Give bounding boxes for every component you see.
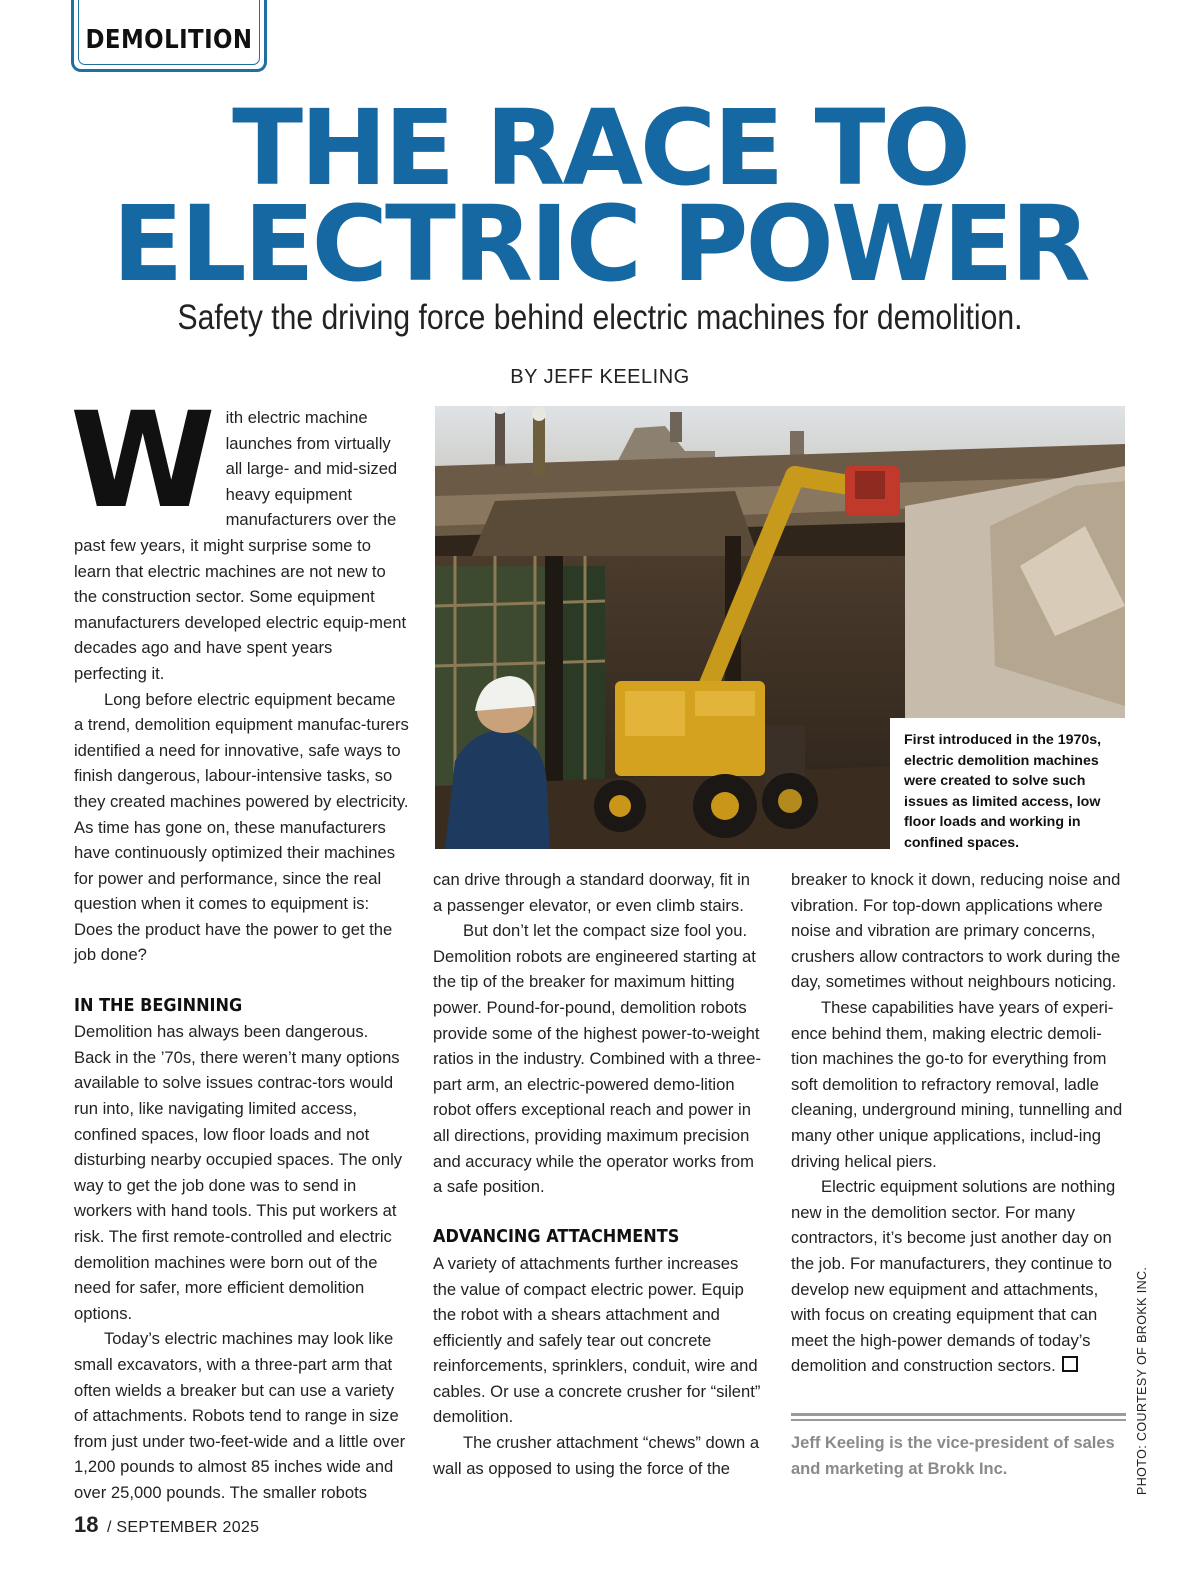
paragraph-1-text: ith electric machine launches from virtually all large- and mid-sized heavy equipment manufacturers over the past few years, it might surprise some to learn that electric machines are not new to the construction sector. Some equipment manufacturers developed electric equip-ment decades ago and have spent years perfecting it. xyxy=(74,408,407,683)
paragraph-11-text: Electric equipment solutions are nothing new in the demolition sector. For many contractors, it’s become just another day on the job. For manufacturers, they continue to develop new equipment and attachments, with focus on creating equipment that can meet the high-power demands of today’s demolition and construction sectors. xyxy=(791,1177,1116,1376)
article-column-3 xyxy=(791,867,1128,1379)
drop-cap: W xyxy=(70,384,216,538)
headline-line-1: THE RACE TO xyxy=(232,87,968,209)
page-footer xyxy=(74,1512,259,1538)
paragraph-5: can drive through a standard doorway, fit in a passenger elevator, or even climb stairs. xyxy=(433,870,750,915)
end-mark-icon xyxy=(1062,1356,1078,1372)
paragraph-10: These capabilities have years of experi-ence behind them, making electric demoli-tion machines the go-to for everything from soft demolition to refractory removal, ladle cleaning, underground mining, tunnelling and many other unique applications, includ-ing driving helical piers. xyxy=(791,997,1123,1171)
paragraph-11 xyxy=(791,1174,1128,1379)
paragraph-3: Demolition has always been dangerous. Back in the ’70s, there weren’t many options available to solve issues contrac-tors would run into, like navigating limited access, confined spaces, low floor loads and not disturbing nearby occupied spaces. The only way to get the job done was to send in workers with hand tools. This put workers at risk. The first remote-controlled and electric demolition machines were born out of the need for safer, more efficient demolition options. xyxy=(74,1022,403,1323)
deck: Safety the driving force behind electric machines for demolition. xyxy=(177,298,1023,337)
paragraph-2: Long before electric equipment became a trend, demolition equipment manufac-turers identified a need for innovative, safe ways to finish dangerous, labour-intensive tasks, so they created machines powered by electricity. As time has gone on, these manufacturers have continuously optimized their machines for power and performance, since the real question when it comes to equipment is: Does the product have the power to get the job done? xyxy=(74,689,409,965)
byline: BY JEFF KEELING xyxy=(510,366,690,388)
paragraph-8: The crusher attachment “chews” down a wall as opposed to using the force of the xyxy=(433,1433,760,1478)
paragraph-4: Today’s electric machines may look like small excavators, with a three-part arm that often wields a breaker but can use a variety of attachments. Robots tend to range in size from just under two-feet-wide and a little over 1,200 pounds to almost 85 inches wide and over 25,000 pounds. The smaller robots xyxy=(74,1329,406,1502)
section-tab xyxy=(71,0,267,72)
bio-divider-thin xyxy=(791,1419,1126,1421)
page-number: 18 xyxy=(74,1512,99,1537)
paragraph-1 xyxy=(70,384,409,687)
photo-credit: PHOTO: COURTESY OF BROKK INC. xyxy=(1135,1266,1149,1495)
photo-caption: First introduced in the 1970s, electric demolition machines were created to solve such issues as limited access, low floor loads and working in confined spaces. xyxy=(890,718,1135,860)
paragraph-6: But don’t let the compact size fool you. Demolition robots are engineered starting at the tip of the breaker for maximum hitting power. Pound-for-pound, demolition robots provide some of the highest power-to-weight ratios in the industry. Combined with a three-part arm, an electric-powered demo-lition robot offers exceptional reach and power in all directions, providing maximum precision and accuracy while the operator works from a safe position. xyxy=(433,921,762,1197)
paragraph-9: breaker to knock it down, reducing noise and vibration. For top-down applications where noise and vibration are primary concerns, crushers allow contractors to work during the day, sometimes without neighbours noticing. xyxy=(791,870,1121,992)
headline-line-2: ELECTRIC POWER xyxy=(112,183,1088,305)
author-bio: Jeff Keeling is the vice-president of sales and marketing at Brokk Inc. xyxy=(791,1434,1115,1478)
issue-date: / SEPTEMBER 2025 xyxy=(106,1519,260,1536)
paragraph-7: A variety of attachments further increases the value of compact electric power. Equip the robot with a shears attachment and efficiently and safely tear out concrete reinforcements, sprinklers, conduit, wire and cables. Or use a concrete crusher for “silent” demolition. xyxy=(433,1253,761,1427)
article-column-1 xyxy=(70,384,409,1506)
section-label: DEMOLITION xyxy=(85,25,253,55)
subhead-advancing-attachments: ADVANCING ATTACHMENTS xyxy=(433,1227,680,1248)
subhead-in-the-beginning: IN THE BEGINNING xyxy=(74,995,243,1016)
article-column-2 xyxy=(433,867,763,1481)
bio-divider xyxy=(791,1413,1126,1416)
